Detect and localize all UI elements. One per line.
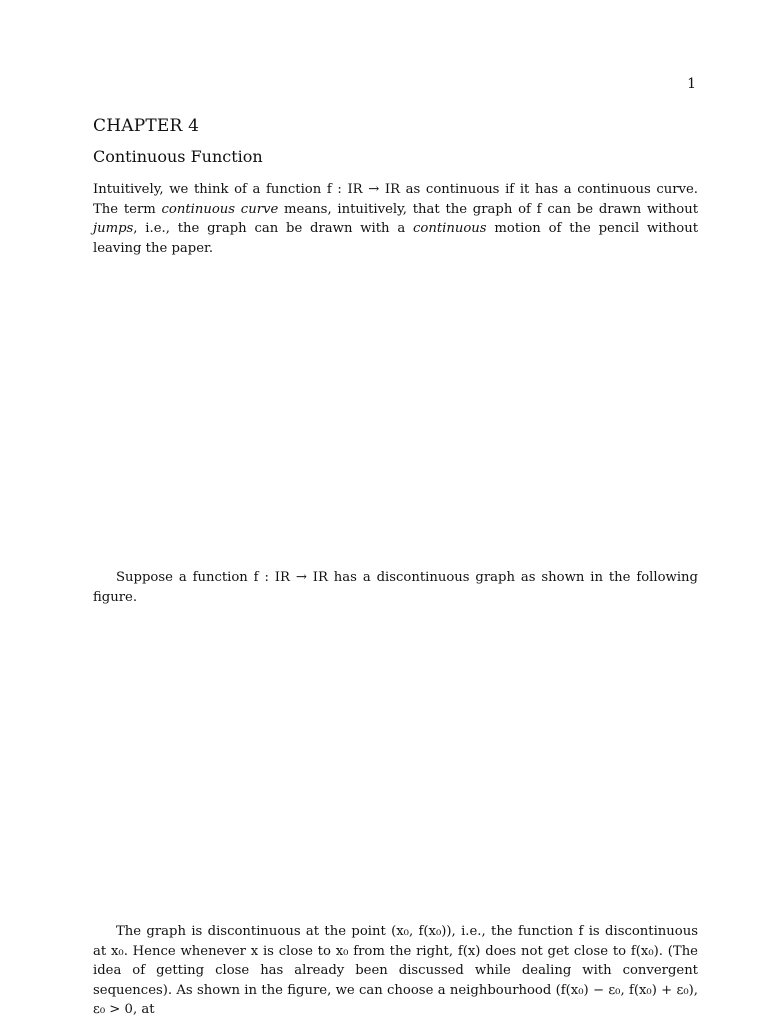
intro-emphasis-continuous: continuous <box>413 221 487 236</box>
discontinuous-graph-paragraph: Suppose a function f : IR → IR has a discontinuous graph as shown in the following figure. <box>93 570 698 605</box>
section-title: Continuous Function <box>93 147 263 166</box>
intro-emphasis-jumps: jumps <box>93 221 134 236</box>
intro-text-3: , i.e., the graph can be drawn with a <box>133 221 414 236</box>
discontinuity-explanation-paragraph: The graph is discontinuous at the point (x₀, f(x₀)), i.e., the function f is discontinuous at x₀. Hence whenever x is close to x₀ from the right, f(x) does not get close to f(x₀). (The idea of getting close has already been discussed while dealing with convergent sequences). As shown in the figure, we can choose a neighbourhood (f(x₀) − ε₀, f(x₀) + ε₀), ε₀ > 0, at <box>93 924 698 1017</box>
intro-text-4: motion of the pencil without leaving the paper. <box>93 221 698 256</box>
chapter-heading: CHAPTER 4 <box>93 116 200 136</box>
intro-text-2: means, intuitively, that the graph of f can be drawn without <box>278 201 699 217</box>
intro-paragraph <box>93 180 698 258</box>
intro-emphasis-continuous-curve: continuous curve <box>161 201 279 217</box>
intro-text-1: Intuitively, we think of a function f : IR → IR as continuous if it has a continuous curve. The term <box>93 182 698 217</box>
page-number: 1 <box>687 76 696 92</box>
